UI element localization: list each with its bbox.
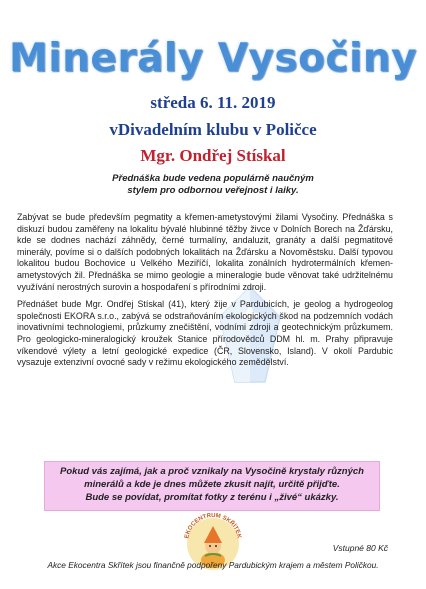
event-venue: vDivadelním klubu v Poličce [109, 120, 317, 139]
event-date: středa 6. 11. 2019 [150, 93, 276, 112]
speaker-bio-paragraph: Přednášet bude Mgr. Ondřej Stískal (41), který žije v Pardubicích, je geolog a hydrogeolog společnosti EKORA s.r.o., zabývá se odstraňováním ekologických škod na podzemních vodách inovativními technologiemi, průzkumy znečištění, vodními zdroji a geotechnickým průzkumem. Pro geologicko-mineralogický kroužek Stanice přírodovědců DDM hl. m. Prahy připravuje víkendové výlety a letní geologické expedice (ČR, Slovensko, Island). V okolí Pardubic vysazuje extenzivní ovocné sady v režimu ekologického zemědělství. [17, 299, 393, 368]
speaker-name: Mgr. Ondřej Stískal [140, 146, 286, 165]
poster-title: Minerály Vysočiny [8, 36, 418, 81]
admission-fee: Vstupné 80 Kč [332, 543, 388, 553]
description-paragraph: Zabývat se bude především pegmatity a křemen-ametystovými žilami Vysočiny. Přednáška s diskuzí budou zaměřeny na lokalitu bývalé hlubinné těžby živce v Dolních Borech na Žďársku, kde se dodnes nachází záhnědy, černé turmalíny, andaluzit, granáty a další pegmatitové minerály, povíme si o dalších podobných lokalitách na Žďársku a Novoměstsku. Další typovou lokalitou budou Bochovice u Velkého Meziříčí, lokalita zonálních hydrotermálních křemen-ametystových žil. Přednáška se mimo geologie a mineralogie bude věnovat také udržitelnému využívání nerostných surovin a hospodaření s přírodními zdroji. [17, 212, 393, 292]
callout-line: Pokud vás zajímá, jak a proč vznikaly na Vysočině krystaly různých [60, 466, 364, 477]
callout-line: Bude se povídat, promítat fotky z terénu i „živé“ ukázky. [85, 491, 339, 503]
sponsor-footer: Akce Ekocentra Skřítek jsou finančně podpořeny Pardubickým krajem a městem Poličkou. [47, 560, 379, 570]
logo-lettering: EKOCENTRUM SKŘÍTEK [184, 512, 242, 540]
invitation-callout [44, 461, 380, 511]
lecture-description [17, 212, 393, 375]
callout-line: minerálů a kde je dnes můžete zkusit najít, určitě přijďte. [84, 478, 340, 490]
lecture-subtitle: Přednáška bude vedena populárně naučným stylem pro odbornou veřejnost i laiky. [112, 173, 314, 196]
